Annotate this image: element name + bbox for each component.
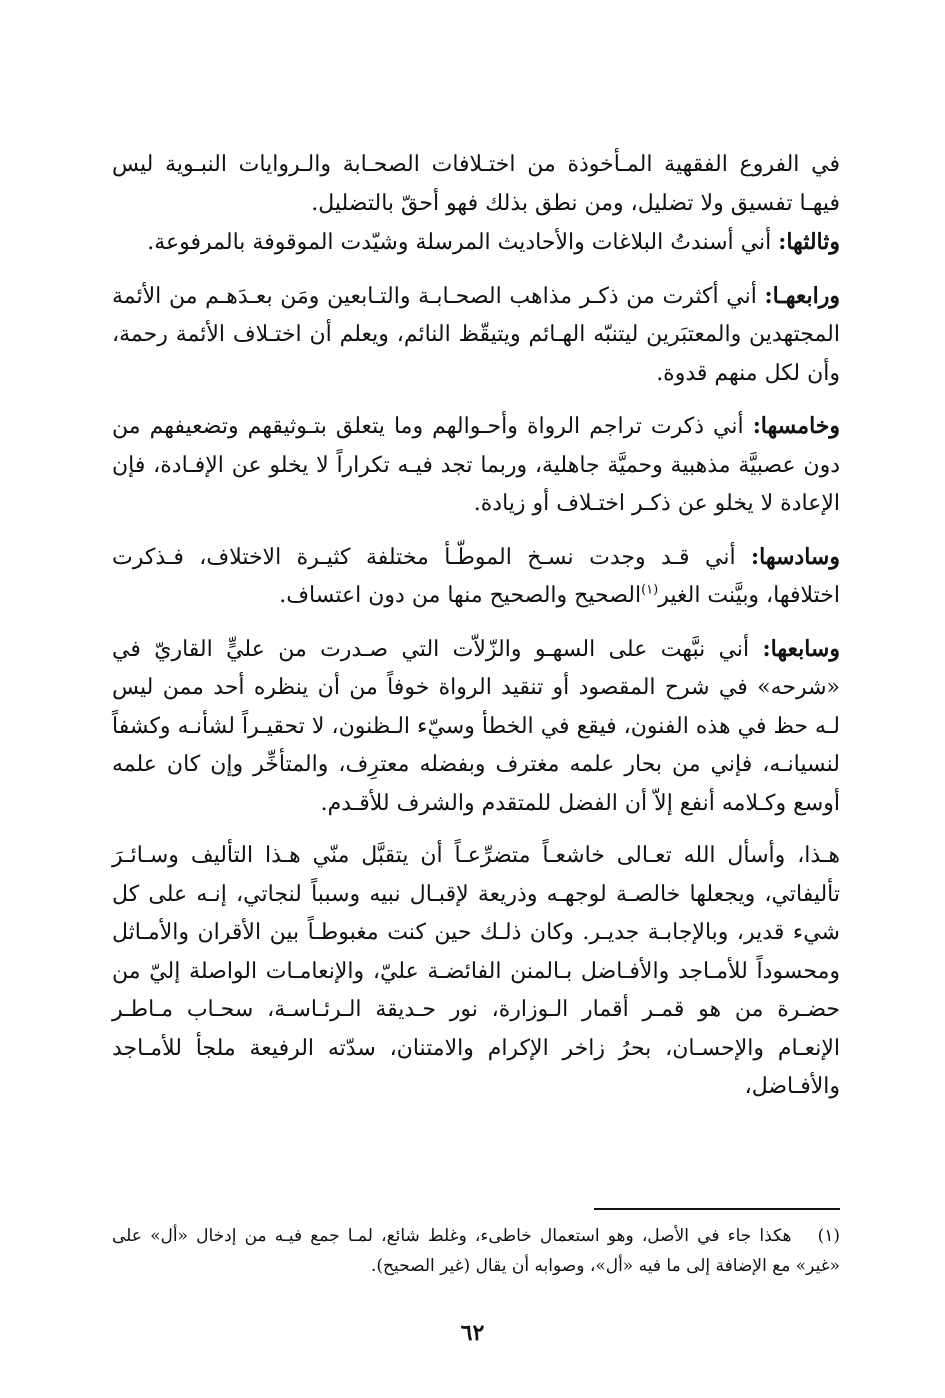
paragraph-fourth [112, 277, 840, 394]
paragraph-seventh [112, 630, 840, 824]
paragraph-fifth [112, 407, 840, 524]
paragraph-lead: ورابعهـا: [764, 282, 841, 309]
paragraph-closing [112, 837, 840, 1107]
paragraph-lead: وخامسها: [752, 413, 840, 439]
footnote-separator [594, 1208, 840, 1210]
paragraph-sixth [112, 538, 840, 616]
paragraph-lead: وسادسها: [751, 543, 840, 570]
paragraph-body: أني ذكرت تراجم الرواة وأحـوالهم وما يتعلق بتـوثيقهم وتضعيفهم من دون عصبيَّة مذهبية وحميَّة جاهلية، وربما تجد فيـه تكراراً لا يخلو عن الإفـادة، فإن الإعادة لا يخلو عن ذكـر اختـلاف أو زيادة. [112, 414, 840, 516]
main-text [112, 146, 840, 1121]
paragraph-body: أني قـد وجدت نسـخ الموطّـأ مختلفة كثيـرة الاختلاف، فـذكرت اختلافها، وبيَّنت الغير [112, 544, 840, 608]
paragraph-third [112, 223, 840, 263]
footnote-text: هكذا جاء في الأصل، وهو استعمال خاطىء، وغلط شائع، لمـا جمع فيـه من إدخال «أل» على «غير» مع الإضافة إلى ما فيه «أل»، وصوابه أن يقال (غير الصحيح). [112, 1226, 840, 1276]
paragraph-lead: وسابعها: [762, 635, 840, 662]
page-number: ٦٢ [460, 1320, 485, 1346]
paragraph-body-cont: الصحيح والصحيح منها من دون اعتساف. [279, 583, 642, 608]
paragraph-body: أني أكثرت من ذكـر مذاهب الصحـابـة والتـابعين ومَن بعـدَهـم من الأئمة المجتهدين والمعتبَرين ليتنبّه الهـائم ويتيقّظ النائم، ويعلم أن اختـلاف الأئمة رحمة، وأن لكل منهم قدوة. [112, 283, 840, 386]
footnote-reference[interactable]: (١) [641, 582, 659, 598]
paragraph-body: أني أسندتُ البلاغات والأحاديث المرسلة وشيّدت الموقوفة بالمرفوعة. [147, 230, 772, 255]
footnote-marker: (١) [817, 1226, 840, 1246]
footnote [112, 1221, 840, 1281]
paragraph-body: هـذا، وأسأل الله تعـالى خاشعـاً متضرِّعـاً أن يتقبَّل منّي هـذا التأليف وسـائـرَ تأليفاتي، ويجعلها خالصـة لوجهـه وذريعة لإقبـال نبيه وسبباً لنجاتي، إنـه على كل شيء قدير، وبالإجابـة جديـر. وكان ذلـك حين كنت مغبوطـاً بين الأقران والأمـاثل ومحسوداً للأمـاجد والأفـاضل بـالمنن الفائضـة عليّ، والإنعامـات الواصلة إليّ من حضـرة من هو قمـر أقمار الـوزارة، نور حـديقة الـرئـاسـة، سحـاب مـاطـر الإنعـام والإحسـان، بحرُ زاخر الإكرام والامتنان، سدّته الرفيعة ملجأ للأمـاجد والأفـاضل، [112, 843, 840, 1099]
paragraph-body: في الفروع الفقهية المـأخوذة من اختـلافات الصحـابة والـروايات النبـوية ليس فيهـا تفسيق ولا تضليل، ومن نطق بذلك فهو أحقّ بالتضليل. [112, 152, 840, 216]
paragraph-intro [112, 146, 840, 223]
paragraph-body: أني نبَّهت على السهـو والزّلاّت التي صـدرت من عليٍّ القاريّ في «شرحه» في شرح المقصود أو تنقيد الرواة خوفاً من أن ينظره أحد ممن ليس لـه حظ في هذه الفنون، فيقع في الخطأ وسيّء الـظنون، لا تحقيـراً لشأنـه وكشفاً لنسيانـه، فإني من بحار علمه مغترف وبفضله معترِف، والمتأخِّر وإن كان علمه أوسع وكـلامه أنفع إلاّ أن الفضل للمتقدم والشرف للأقـدم. [112, 636, 840, 816]
paragraph-lead: وثالثها: [778, 229, 840, 255]
